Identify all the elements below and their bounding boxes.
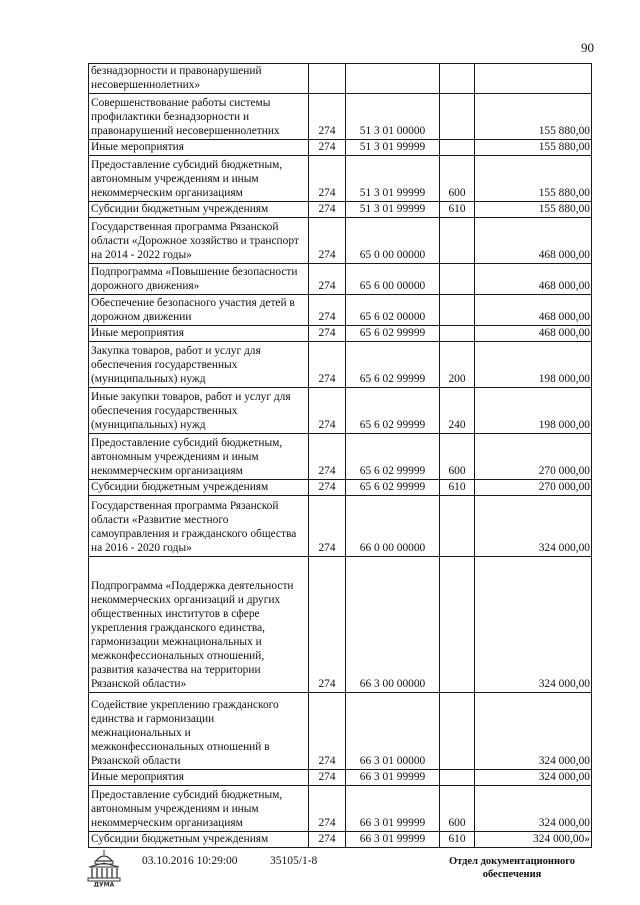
row-amount: 324 000,00 bbox=[475, 693, 592, 770]
table-row bbox=[89, 64, 592, 94]
row-type: 240 bbox=[440, 388, 475, 434]
row-name: Совершенствование работы системы профилактики безнадзорности и правонарушений несовершеннолетних bbox=[89, 94, 309, 140]
table-row bbox=[89, 326, 592, 342]
budget-table bbox=[88, 63, 592, 848]
row-name: Обеспечение безопасного участия детей в дорожном движении bbox=[89, 295, 309, 326]
row-amount: 324 000,00 bbox=[475, 770, 592, 786]
row-target: 65 6 02 00000 bbox=[346, 295, 440, 326]
row-amount bbox=[475, 64, 592, 94]
row-target: 65 6 02 99999 bbox=[346, 326, 440, 342]
footer bbox=[0, 845, 640, 895]
row-type: 610 bbox=[440, 832, 475, 848]
row-name: Иные мероприятия bbox=[89, 140, 309, 156]
table-row bbox=[89, 218, 592, 264]
row-type bbox=[440, 140, 475, 156]
row-type bbox=[440, 496, 475, 557]
row-type bbox=[440, 218, 475, 264]
row-type bbox=[440, 557, 475, 693]
row-amount: 155 880,00 bbox=[475, 202, 592, 218]
row-name: Подпрограмма «Поддержка деятельности некоммерческих организаций и других общественных институтов в сфере укрепления гражданского единства, гармонизации межнациональных и межконфессиональных отношений, развития казачества на территории Рязанской области» bbox=[89, 557, 309, 693]
row-type: 610 bbox=[440, 202, 475, 218]
row-type bbox=[440, 770, 475, 786]
footer-date: 03.10.2016 10:29:00 bbox=[142, 855, 238, 867]
row-code: 274 bbox=[309, 342, 346, 388]
table-row bbox=[89, 557, 592, 693]
row-target: 65 6 02 99999 bbox=[346, 434, 440, 480]
table-row bbox=[89, 480, 592, 496]
row-code: 274 bbox=[309, 496, 346, 557]
row-amount: 324 000,00 bbox=[475, 786, 592, 832]
row-name: Субсидии бюджетным учреждениям bbox=[89, 832, 309, 848]
row-name: Государственная программа Рязанской области «Развитие местного самоуправления и гражданского общества на 2016 - 2020 годы» bbox=[89, 496, 309, 557]
row-type: 600 bbox=[440, 156, 475, 202]
row-amount: 324 000,00 bbox=[475, 557, 592, 693]
svg-text:ДУМА: ДУМА bbox=[93, 881, 115, 887]
row-type: 600 bbox=[440, 786, 475, 832]
row-amount: 155 880,00 bbox=[475, 94, 592, 140]
row-name: Субсидии бюджетным учреждениям bbox=[89, 202, 309, 218]
row-target: 65 6 02 99999 bbox=[346, 480, 440, 496]
row-type bbox=[440, 326, 475, 342]
table-row bbox=[89, 202, 592, 218]
row-amount: 155 880,00 bbox=[475, 156, 592, 202]
row-amount: 468 000,00 bbox=[475, 295, 592, 326]
row-code bbox=[309, 64, 346, 94]
row-name: Закупка товаров, работ и услуг для обеспечения государственных (муниципальных) нужд bbox=[89, 342, 309, 388]
row-target: 51 3 01 99999 bbox=[346, 140, 440, 156]
row-amount: 324 000,00» bbox=[475, 832, 592, 848]
row-amount: 468 000,00 bbox=[475, 264, 592, 295]
footer-doc-number: 35105/1-8 bbox=[270, 855, 318, 867]
row-target: 66 3 01 99999 bbox=[346, 770, 440, 786]
row-target: 66 3 00 00000 bbox=[346, 557, 440, 693]
row-target: 65 6 00 00000 bbox=[346, 264, 440, 295]
table-row bbox=[89, 295, 592, 326]
row-amount: 468 000,00 bbox=[475, 326, 592, 342]
row-name: безнадзорности и правонарушений несовершеннолетних» bbox=[89, 64, 309, 94]
row-target: 66 0 00 00000 bbox=[346, 496, 440, 557]
row-code: 274 bbox=[309, 388, 346, 434]
table-row bbox=[89, 156, 592, 202]
row-target: 65 6 02 99999 bbox=[346, 342, 440, 388]
row-type bbox=[440, 94, 475, 140]
table-row bbox=[89, 342, 592, 388]
table-row bbox=[89, 94, 592, 140]
row-code: 274 bbox=[309, 326, 346, 342]
table-row bbox=[89, 140, 592, 156]
row-type: 610 bbox=[440, 480, 475, 496]
row-code: 274 bbox=[309, 140, 346, 156]
row-name: Содействие укреплению гражданского единства и гармонизации межнациональных и межконфессиональных отношений в Рязанской области bbox=[89, 693, 309, 770]
row-amount: 155 880,00 bbox=[475, 140, 592, 156]
row-target bbox=[346, 64, 440, 94]
row-type bbox=[440, 693, 475, 770]
row-type bbox=[440, 64, 475, 94]
row-type bbox=[440, 295, 475, 326]
table-row bbox=[89, 434, 592, 480]
row-type bbox=[440, 264, 475, 295]
row-target: 66 3 01 99999 bbox=[346, 832, 440, 848]
row-amount: 270 000,00 bbox=[475, 434, 592, 480]
row-name: Государственная программа Рязанской области «Дорожное хозяйство и транспорт на 2014 - 2022 годы» bbox=[89, 218, 309, 264]
row-amount: 198 000,00 bbox=[475, 342, 592, 388]
row-target: 65 0 00 00000 bbox=[346, 218, 440, 264]
row-amount: 324 000,00 bbox=[475, 496, 592, 557]
row-code: 274 bbox=[309, 434, 346, 480]
row-name: Предоставление субсидий бюджетным, автономным учреждениям и иным некоммерческим организациям bbox=[89, 434, 309, 480]
row-name: Подпрограмма «Повышение безопасности дорожного движения» bbox=[89, 264, 309, 295]
row-code: 274 bbox=[309, 218, 346, 264]
row-code: 274 bbox=[309, 770, 346, 786]
row-name: Иные мероприятия bbox=[89, 326, 309, 342]
row-code: 274 bbox=[309, 832, 346, 848]
row-code: 274 bbox=[309, 480, 346, 496]
row-name: Субсидии бюджетным учреждениям bbox=[89, 480, 309, 496]
page-number: 90 bbox=[581, 40, 594, 55]
row-code: 274 bbox=[309, 156, 346, 202]
table-row bbox=[89, 388, 592, 434]
table-row bbox=[89, 770, 592, 786]
row-code: 274 bbox=[309, 786, 346, 832]
table-row bbox=[89, 264, 592, 295]
row-target: 66 3 01 00000 bbox=[346, 693, 440, 770]
table-row bbox=[89, 786, 592, 832]
row-type: 600 bbox=[440, 434, 475, 480]
row-type: 200 bbox=[440, 342, 475, 388]
row-name: Иные закупки товаров, работ и услуг для обеспечения государственных (муниципальных) нужд bbox=[89, 388, 309, 434]
row-amount: 468 000,00 bbox=[475, 218, 592, 264]
row-code: 274 bbox=[309, 264, 346, 295]
footer-department: Отдел документационного обеспечения bbox=[448, 856, 576, 880]
row-name: Предоставление субсидий бюджетным, автономным учреждениям и иным некоммерческим организациям bbox=[89, 156, 309, 202]
table-row bbox=[89, 496, 592, 557]
row-name: Иные мероприятия bbox=[89, 770, 309, 786]
row-target: 51 3 01 99999 bbox=[346, 202, 440, 218]
table-row bbox=[89, 693, 592, 770]
row-target: 66 3 01 99999 bbox=[346, 786, 440, 832]
row-code: 274 bbox=[309, 693, 346, 770]
row-amount: 198 000,00 bbox=[475, 388, 592, 434]
row-name: Предоставление субсидий бюджетным, автономным учреждениям и иным некоммерческим организациям bbox=[89, 786, 309, 832]
row-code: 274 bbox=[309, 94, 346, 140]
row-code: 274 bbox=[309, 202, 346, 218]
row-amount: 270 000,00 bbox=[475, 480, 592, 496]
duma-building-logo bbox=[86, 849, 122, 887]
row-code: 274 bbox=[309, 295, 346, 326]
row-target: 51 3 01 99999 bbox=[346, 156, 440, 202]
row-target: 65 6 02 99999 bbox=[346, 388, 440, 434]
row-code: 274 bbox=[309, 557, 346, 693]
row-target: 51 3 01 00000 bbox=[346, 94, 440, 140]
